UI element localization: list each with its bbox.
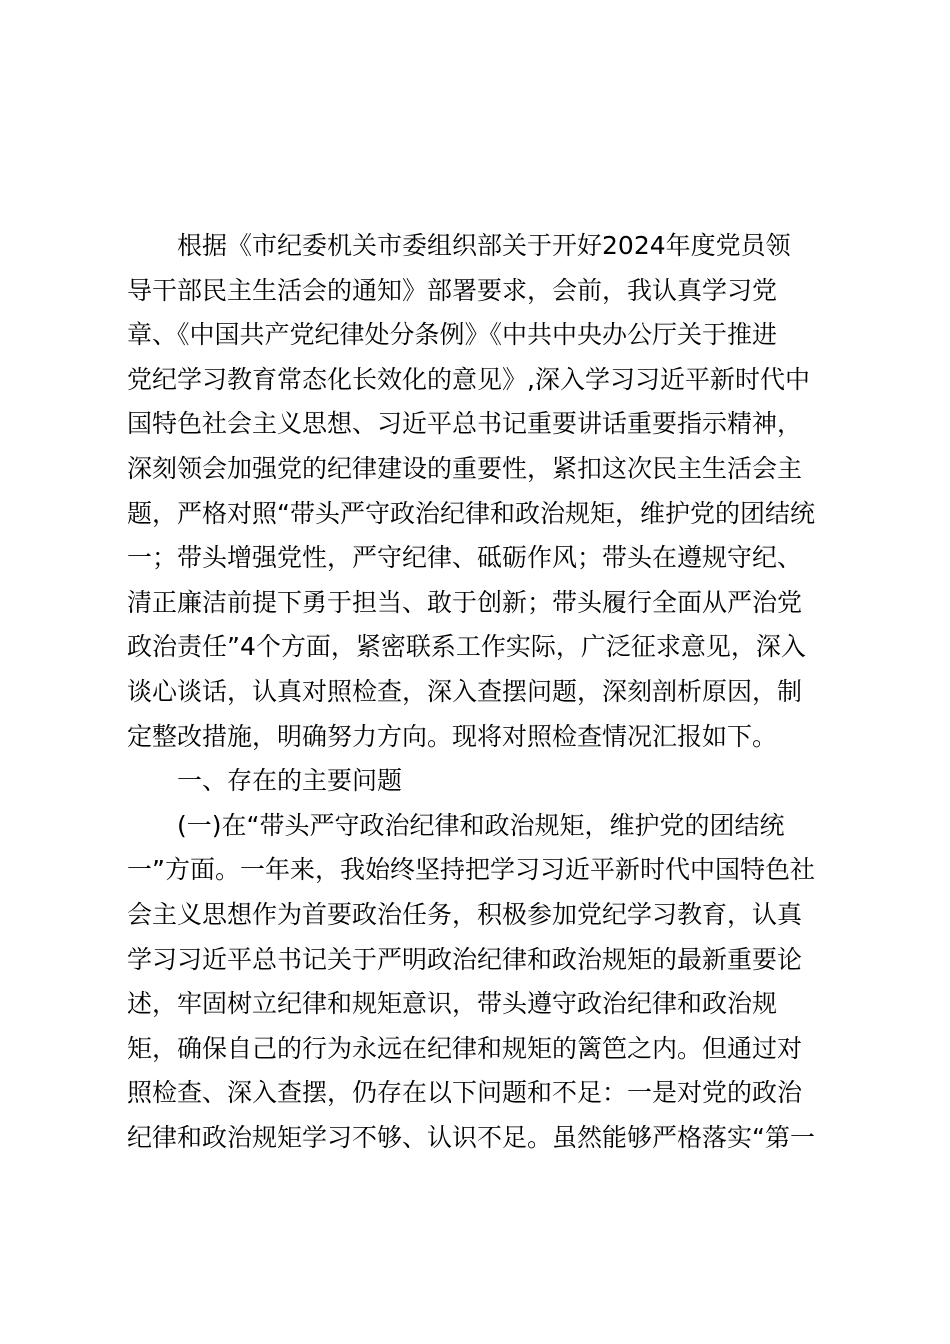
text-line: 党纪学习教育常态化长效化的意见》,深入学习习近平新时代中 <box>127 364 810 394</box>
text-line: 国特色社会主义思想、习近平总书记重要讲话重要指示精神， <box>127 409 803 439</box>
text-line: 学习习近平总书记关于严明政治纪律和政治规矩的最新重要论 <box>127 944 803 974</box>
text-line: 会主义思想作为首要政治任务，积极参加党纪学习教育，认真 <box>127 899 803 929</box>
text-line: 导干部民主生活会的通知》部署要求，会前，我认真学习党 <box>127 275 778 305</box>
text-line: 定整改措施，明确努力方向。现将对照检查情况汇报如下。 <box>127 721 778 751</box>
text-line: (一)在“带头严守政治纪律和政治规矩，维护党的团结统 <box>127 810 785 840</box>
text-line: 根据《市纪委机关市委组织部关于开好2024年度党员领 <box>127 231 791 260</box>
section-heading: 一、存在的主要问题 <box>127 766 403 796</box>
text-line: 政治责任”4个方面，紧密联系工作实际，广泛征求意见，深入 <box>127 632 806 662</box>
text-line: 深刻领会加强党的纪律建设的重要性，紧扣这次民主生活会主 <box>127 453 803 483</box>
text-line: 照检查、深入查摆，仍存在以下问题和不足：一是对党的政治 <box>127 1078 803 1108</box>
text-line: 一；带头增强党性，严守纪律、砥砺作风；带头在遵规守纪、 <box>127 543 803 573</box>
text-line: 章、《中国共产党纪律处分条例》《中共中央办公厅关于推进 <box>127 320 778 350</box>
text-line: 谈心谈话，认真对照检查，深入查摆问题，深刻剖析原因，制 <box>127 676 803 706</box>
text-line: 清正廉洁前提下勇于担当、敢于创新；带头履行全面从严治党 <box>127 587 803 617</box>
text-line: 题，严格对照“带头严守政治纪律和政治规矩，维护党的团结统 <box>127 498 815 528</box>
body-text <box>127 224 837 1160</box>
text-line: 纪律和政治规矩学习不够、认识不足。虽然能够严格落实“第一 <box>127 1122 815 1152</box>
text-line: 述，牢固树立纪律和规矩意识，带头遵守政治纪律和政治规 <box>127 989 778 1019</box>
text-line: 矩，确保自己的行为永远在纪律和规矩的篱笆之内。但通过对 <box>127 1033 803 1063</box>
text-line: 一”方面。一年来，我始终坚持把学习习近平新时代中国特色社 <box>127 855 815 885</box>
